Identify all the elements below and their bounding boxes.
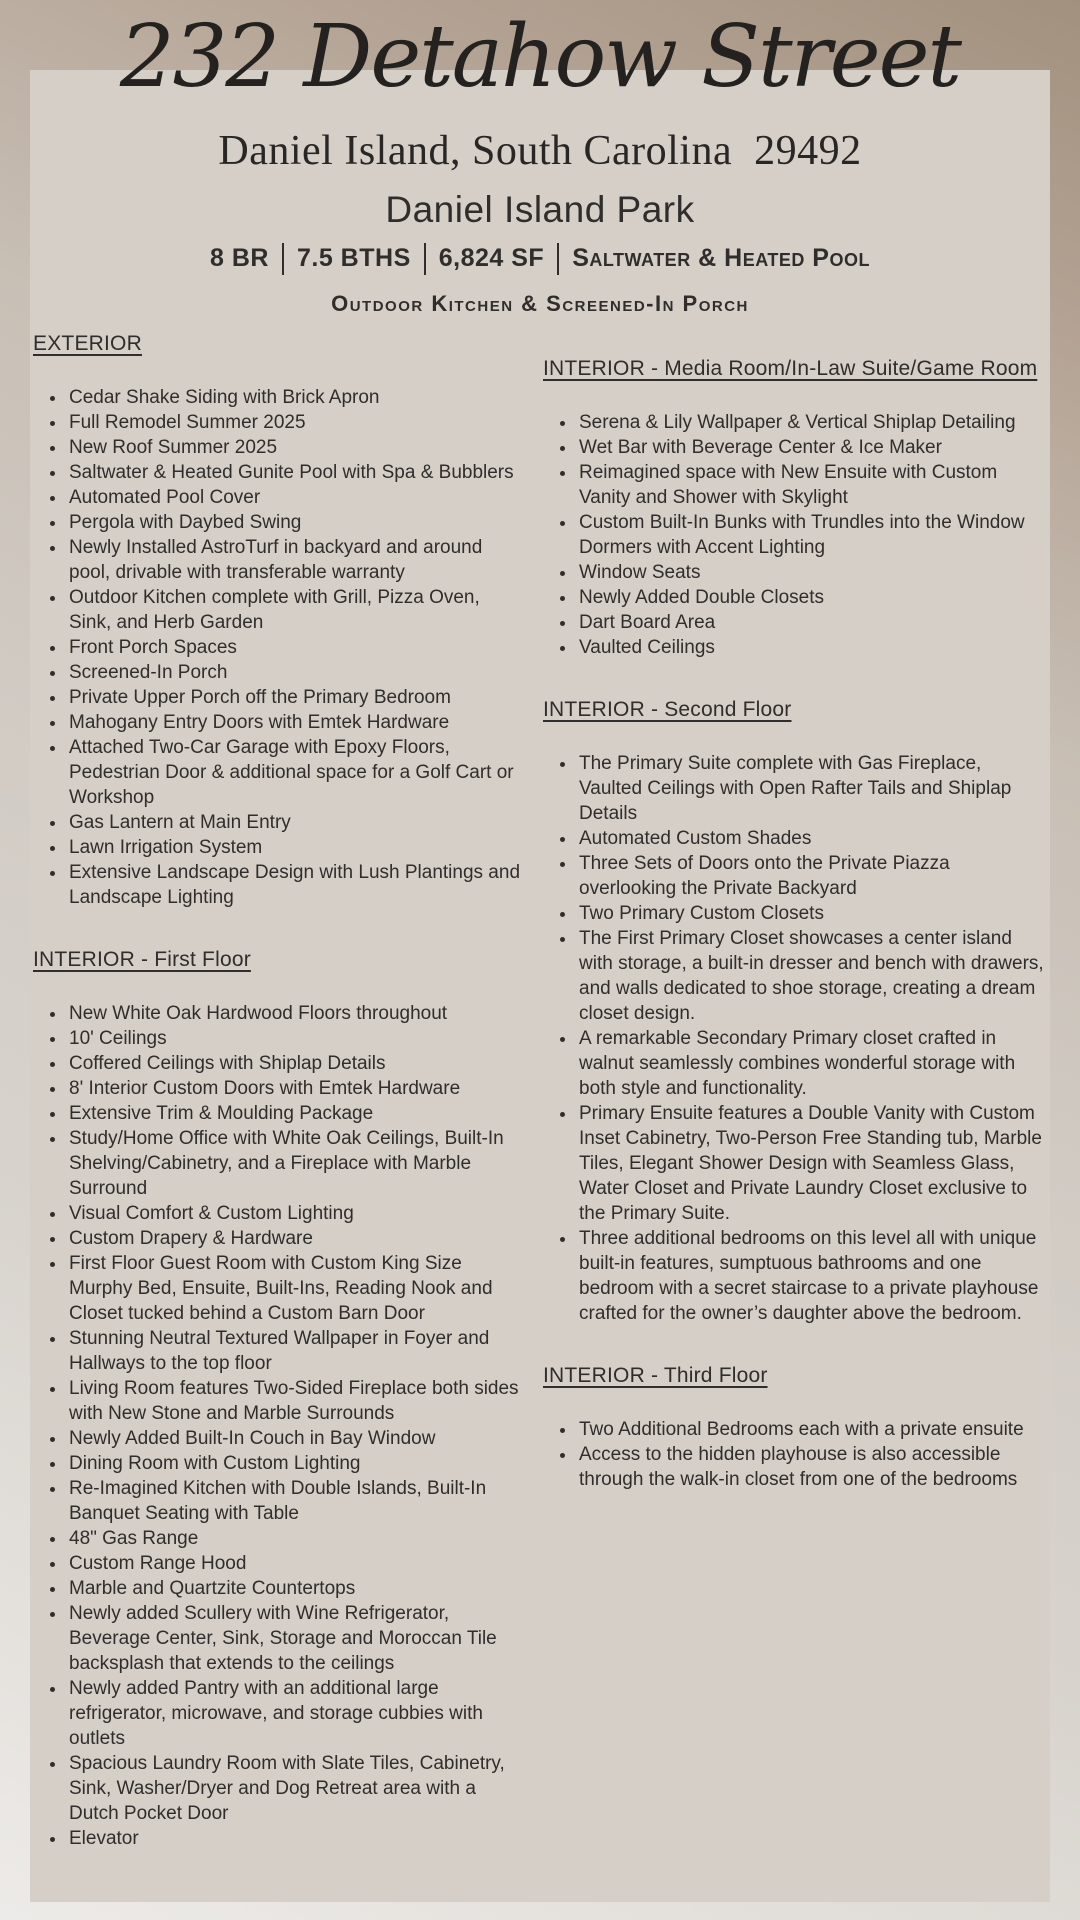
feature-list (33, 385, 520, 910)
feature-section (33, 331, 520, 910)
feature-item: • Newly Added Double Closets (577, 585, 1045, 610)
feature-item: • A remarkable Secondary Primary closet crafted in walnut seamlessly combines wonderful storage with both style and functionality. (577, 1026, 1045, 1101)
feature-item: • 10' Ceilings (67, 1026, 520, 1051)
feature-item: • Extensive Trim & Moulding Package (67, 1101, 520, 1126)
city-state-zip: Daniel Island, South Carolina 29492 (218, 127, 862, 174)
feature-section (33, 947, 520, 1851)
feature-item: • Full Remodel Summer 2025 (67, 410, 520, 435)
feature-item: • Stunning Neutral Textured Wallpaper in Foyer and Hallways to the top floor (67, 1326, 520, 1376)
feature-item: • Newly added Scullery with Wine Refrigerator, Beverage Center, Sink, Storage and Moroccan Tile backsplash that extends to the ceilings (67, 1601, 520, 1676)
feature-item: • New White Oak Hardwood Floors throughout (67, 1001, 520, 1026)
feature-item: • Attached Two-Car Garage with Epoxy Floors, Pedestrian Door & additional space for a Golf Cart or Workshop (67, 735, 520, 810)
section-title: INTERIOR - Third Floor (543, 1364, 768, 1387)
feature-item: • Mahogany Entry Doors with Emtek Hardware (67, 710, 520, 735)
feature-item: • Newly Installed AstroTurf in backyard and around pool, drivable with transferable warranty (67, 535, 520, 585)
feature-item: • Primary Ensuite features a Double Vanity with Custom Inset Cabinetry, Two-Person Free Standing tub, Marble Tiles, Elegant Shower Design with Seamless Glass, Water Closet and Private Laundry Closet exclusive to the Primary Suite. (577, 1101, 1045, 1226)
feature-item: • Newly Added Built-In Couch in Bay Window (67, 1426, 520, 1451)
stat-pool: Saltwater & Heated Pool (572, 244, 870, 273)
feature-item: • Newly added Pantry with an additional large refrigerator, microwave, and storage cubbies with outlets (67, 1676, 520, 1751)
feature-item: • Living Room features Two-Sided Fireplace both sides with New Stone and Marble Surrounds (67, 1376, 520, 1426)
feature-item: • First Floor Guest Room with Custom King Size Murphy Bed, Ensuite, Built-Ins, Reading Nook and Closet tucked behind a Custom Barn Door (67, 1251, 520, 1326)
feature-item: • Automated Custom Shades (577, 826, 1045, 851)
feature-item: • Extensive Landscape Design with Lush Plantings and Landscape Lighting (67, 860, 520, 910)
feature-item: • Window Seats (577, 560, 1045, 585)
left-column (33, 331, 520, 1851)
feature-item: • Cedar Shake Siding with Brick Apron (67, 385, 520, 410)
feature-item: • Access to the hidden playhouse is also accessible through the walk-in closet from one of the bedrooms (577, 1442, 1045, 1492)
feature-section (543, 356, 1045, 660)
feature-section (543, 1363, 1045, 1492)
stats-divider (282, 243, 284, 275)
feature-item: • The First Primary Closet showcases a center island with storage, a built-in dresser and bench with drawers, and walls dedicated to shoe storage, creating a dream closet design. (577, 926, 1045, 1026)
feature-list (33, 1001, 520, 1851)
feature-list (543, 1417, 1045, 1492)
feature-item: • Automated Pool Cover (67, 485, 520, 510)
feature-item: • Spacious Laundry Room with Slate Tiles, Cabinetry, Sink, Washer/Dryer and Dog Retreat area with a Dutch Pocket Door (67, 1751, 520, 1826)
feature-item: • Elevator (67, 1826, 520, 1851)
section-title: INTERIOR - First Floor (33, 948, 251, 971)
stat-bathrooms: 7.5 BTHS (296, 244, 411, 273)
feature-item: • Serena & Lily Wallpaper & Vertical Shiplap Detailing (577, 410, 1045, 435)
section-title: INTERIOR - Media Room/In-Law Suite/Game Room (543, 357, 1038, 380)
street-address-title: 232 Detahow Street (119, 7, 961, 107)
feature-item: • Visual Comfort & Custom Lighting (67, 1201, 520, 1226)
feature-item: • Front Porch Spaces (67, 635, 520, 660)
stat-square-feet: 6,824 SF (438, 244, 545, 273)
right-column (543, 356, 1045, 1492)
feature-section (543, 697, 1045, 1326)
feature-item: • Reimagined space with New Ensuite with Custom Vanity and Shower with Skylight (577, 460, 1045, 510)
feature-item: • Re-Imagined Kitchen with Double Islands, Built-In Banquet Seating with Table (67, 1476, 520, 1526)
feature-item: • Gas Lantern at Main Entry (67, 810, 520, 835)
feature-item: • Custom Built-In Bunks with Trundles into the Window Dormers with Accent Lighting (577, 510, 1045, 560)
feature-item: • Three Sets of Doors onto the Private Piazza overlooking the Private Backyard (577, 851, 1045, 901)
features-line: Outdoor Kitchen & Screened-In Porch (331, 290, 749, 316)
feature-item: • Dart Board Area (577, 610, 1045, 635)
feature-item: • Outdoor Kitchen complete with Grill, Pizza Oven, Sink, and Herb Garden (67, 585, 520, 635)
feature-item: • 8' Interior Custom Doors with Emtek Hardware (67, 1076, 520, 1101)
feature-item: • New Roof Summer 2025 (67, 435, 520, 460)
feature-item: • Saltwater & Heated Gunite Pool with Spa & Bubblers (67, 460, 520, 485)
neighborhood-name: Daniel Island Park (385, 188, 695, 230)
feature-list (543, 751, 1045, 1326)
feature-item: • Vaulted Ceilings (577, 635, 1045, 660)
feature-item: • Two Additional Bedrooms each with a private ensuite (577, 1417, 1045, 1442)
stat-bedrooms: 8 BR (210, 244, 269, 273)
feature-item: • Two Primary Custom Closets (577, 901, 1045, 926)
feature-list (543, 410, 1045, 660)
feature-item: • Custom Range Hood (67, 1551, 520, 1576)
flyer-header (0, 0, 1080, 317)
stats-divider (557, 243, 559, 275)
section-title: EXTERIOR (33, 332, 142, 355)
feature-item: • The Primary Suite complete with Gas Fireplace, Vaulted Ceilings with Open Rafter Tails and Shiplap Details (577, 751, 1045, 826)
feature-item: • Three additional bedrooms on this level all with unique built-in features, sumptuous bathrooms and one bedroom with a secret staircase to a private playhouse crafted for the owner’s daughter above the bedroom. (577, 1226, 1045, 1326)
feature-item: • Lawn Irrigation System (67, 835, 520, 860)
feature-item: • Custom Drapery & Hardware (67, 1226, 520, 1251)
feature-item: • Screened-In Porch (67, 660, 520, 685)
feature-item: • 48" Gas Range (67, 1526, 520, 1551)
feature-item: • Wet Bar with Beverage Center & Ice Maker (577, 435, 1045, 460)
section-title: INTERIOR - Second Floor (543, 698, 792, 721)
stats-divider (424, 243, 426, 275)
feature-item: • Study/Home Office with White Oak Ceilings, Built-In Shelving/Cabinetry, and a Fireplace with Marble Surround (67, 1126, 520, 1201)
feature-item: • Private Upper Porch off the Primary Bedroom (67, 685, 520, 710)
feature-item: • Pergola with Daybed Swing (67, 510, 520, 535)
feature-item: • Marble and Quartzite Countertops (67, 1576, 520, 1601)
feature-item: • Dining Room with Custom Lighting (67, 1451, 520, 1476)
feature-item: • Coffered Ceilings with Shiplap Details (67, 1051, 520, 1076)
stats-line (0, 243, 1080, 275)
